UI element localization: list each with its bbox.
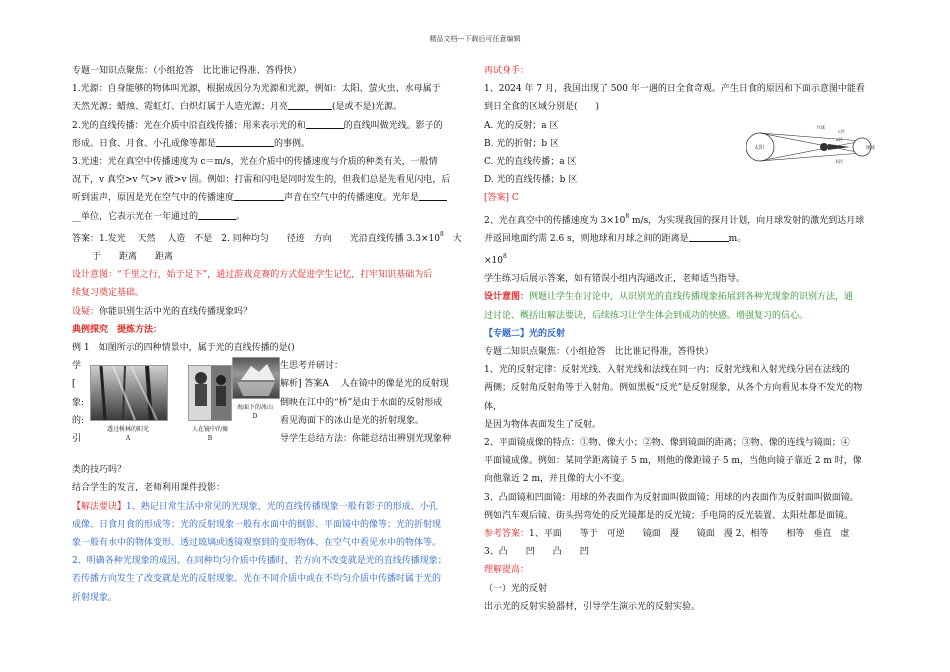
plane-mirror: 2、平面镜成像的特点：①物、像大小；②物、像到镜面的距离；③物、像的连线与镜面；④ — [484, 438, 850, 449]
answer-1: [答案] C — [484, 193, 519, 204]
propagation-line: 2.光的直线传播：光在介质中沿直线传播；用来表示光的和 的直线叫做光线。影子的 — [72, 117, 470, 135]
blank-field[interactable] — [689, 230, 729, 242]
caption-a: 透过树林的阳光 A — [106, 426, 149, 443]
caption-d: 海面下的冰山 D — [236, 404, 273, 421]
question-line: 设疑：你能识别生活中光的直线传播现象吗？ — [72, 306, 253, 317]
blank-field[interactable] — [288, 98, 332, 110]
solution-tips-3: 象一般有水中的物体变形、透过玻璃或透镜观察到的变形物体、在空气中看见水中的物体等。 — [72, 538, 442, 549]
design-intent: 设计意图：“千里之行，始于足下”，通过游戏竞赛的方式促进学生记忆，打牢知识基础为后 — [72, 270, 433, 281]
technique-question: 类的技巧吗？ — [72, 465, 127, 476]
reference-answers-2: 3、凸 凹 凸 凹 — [484, 547, 589, 558]
subsection-reflection: （一）光的反射 — [484, 583, 548, 594]
mirror-person-image — [188, 365, 232, 421]
understand-improve: 理解提高： — [484, 565, 530, 576]
blank-field[interactable] — [306, 117, 344, 129]
plane-mirror-3: 向他靠近 2 m，并且像的大小不变。 — [484, 474, 630, 485]
reflection-law-3: 是因为物体表面发生了反射。 — [484, 419, 602, 430]
design-intent-2: 设计意图：例题让学生在讨论中，从识别光的直线传播现象拓展到各种光现象的识别方法，通 — [484, 292, 854, 303]
reference-answers: 参考答案：1、平面 等于 可逆 镜面 漫 镜面 漫 2、相等 相等 垂直 虚 — [484, 529, 850, 540]
right-column — [484, 62, 876, 616]
svg-text:月球: 月球 — [816, 125, 825, 131]
solution-tips-4: 2、明确各种光现象的成因。在同种均匀介质中传播时，若方向不改变就是光的直线传播现象； — [72, 556, 447, 567]
example-figure-row — [72, 357, 470, 461]
option-b: B. 光的折射；b 区 — [484, 138, 559, 149]
speed-line3: 听到雷声，原因是光在空气中的传播速度 声音在空气中的传播速度。光年是 — [72, 189, 470, 207]
plane-mirror-2: 平面镜成像。例如：某同学距离镜子 5 m，则他的像距镜子 5 m，当他向镜子靠近 2 m 时，像 — [484, 456, 862, 467]
practice-note: 学生练习后展示答案，如有错误小组内沟通改正，老师适当指导。 — [484, 274, 746, 285]
solution-tips-6: 折射现象。 — [72, 592, 118, 603]
curved-mirrors: 3、凸面镜和凹面镜：用球的外表面作为反射面叫做面镜；用球的内表面作为反射面叫做面镜。 — [484, 492, 859, 503]
solution-tips: 【解法要诀】1、熟记日常生活中常见的光现象，光的直线传播现象一般有影子的形成、小孔 — [72, 501, 438, 512]
topic1-intro: 专题一知识点聚焦：（小组抢答 比比谁记得准、答得快） — [72, 66, 302, 76]
teacher-projection: 结合学生的发言，老师利用课件投影： — [72, 483, 226, 494]
reflection-law-2: 两侧；反射角反射角等于入射角。例如黑板“反光”是反射现象，从各个方向看见本身不发光的物体， — [484, 383, 863, 412]
eclipse-diagram — [746, 117, 876, 173]
option-a: A. 光的反射；a 区 — [484, 120, 559, 131]
answer-line2: 于 距离 距离 — [92, 252, 174, 263]
design-intent-2b: 过讨论、概括出解法要诀，后续练习让学生体会到成功的快感。增强复习的信心。 — [484, 310, 809, 321]
example-side-text: 学 [ 象: 的: 引 — [72, 361, 85, 445]
topic2-heading: 【专题二】光的反射 — [484, 328, 566, 339]
try-again-heading: 再试身手： — [484, 66, 530, 76]
speed-line: 3.光速：光在真空中传播速度为 c＝m/s，光在介质中的传播速度与介质的种类有关，一般情 — [72, 157, 438, 168]
question-2: 2、光在真空中的传播速度为 $3\times 10^8$ m/s，为实现我国的探月计划，向月球发射的激光到达月球 — [484, 212, 865, 226]
design-intent2: 续复习奠定基础。 — [72, 288, 145, 299]
topic2-intro: 专题二知识点聚焦：（小组抢答 比比谁记得准，答得快） — [484, 347, 714, 358]
question-1b: 到日全食的区域分别是( ) — [484, 102, 600, 113]
light-source-line2: 天然光源；蜡烛、霓虹灯、白炽灯属于人造光源；月亮 (是或不是)光源。 — [72, 98, 470, 116]
speed-line2: 况下，v 真空>v 气>v 液>v 固。例如：打雷和闪电是同时发生的，但我们总是先看见闪电，后 — [72, 175, 451, 186]
iceberg-image — [232, 357, 280, 399]
curved-mirrors-2: 例如汽车观后镜、街头拐弯处的反光镜都是的反光镜；手电筒的反光装置、太阳灶都是面镜。 — [484, 510, 854, 521]
blank-field[interactable] — [419, 189, 447, 201]
blank-field[interactable] — [198, 208, 236, 220]
option-c: C. 光的直线传播；a 区 — [484, 157, 577, 168]
blank-field[interactable] — [234, 189, 284, 201]
svg-text:a区: a区 — [836, 137, 844, 143]
experiment-intro: 出示光的反射实验器材，引导学生演示光的反射实验。 — [484, 601, 701, 612]
question-2b: 并返回地面约需 2.6 s，则地球和月球之间的距离是 m。 — [484, 230, 876, 248]
reflection-law: 1、光的反射定律：反射光线、入射光线和法线在同一内；反射光线和入射光线分居在法线的 — [484, 365, 850, 376]
example-heading: 典例探究 提炼方法： — [72, 324, 163, 335]
page-header: 精品文档---下载后可任意编辑 — [429, 35, 521, 43]
light-source-line: 1.光源：自身能够的物体叫光源，根据成因分为光源和光源，例如：太阳、萤火虫、水母属于 — [72, 84, 441, 95]
solution-tips-5: 若传播方向发生了改变就是光的反射现象。光在不同介质中或在不均匀介质中传播时属于光的 — [72, 574, 442, 585]
question-1: 1、2024 年 7 月，我国出现了 500 年一遇的日全食奇观。产生日食的原因和下面示意图中能看 — [484, 84, 865, 95]
svg-text:地球: 地球 — [866, 145, 875, 151]
option-d: D. 光的直线传播；b 区 — [484, 175, 578, 186]
answer-line: 答案：1.发光 天然 人造 不是 2. 同种均匀 径迹 方向 光沿直线传播 $3.3\times 10^8$ 大 — [72, 230, 462, 244]
propagation-line2: 形成、日食、月食、小孔成像等都是 的事例。 — [72, 135, 470, 153]
svg-text:b区: b区 — [836, 159, 844, 165]
example-1: 例 1 如图所示的四种情景中，属于光的直线传播的是() — [72, 343, 295, 354]
answer-2: $\times 10^8$ — [484, 253, 507, 267]
moon-circle — [820, 143, 828, 151]
solution-tips-2: 成像、日食月食的形成等；光的反射现象一般有水面中的倒影、平面镜中的像等；光的折射现 — [72, 519, 442, 530]
blank-field[interactable] — [216, 135, 274, 147]
forest-sunlight-image — [90, 365, 168, 421]
speed-line4: __单位，它表示光在一年通过的 。 — [72, 208, 470, 226]
left-column — [72, 62, 470, 607]
svg-text:c区: c区 — [838, 129, 846, 135]
sun-label: 太阳 — [754, 144, 765, 151]
example-analysis: 生思考并研讨： 解析] 答案A 人在镜中的像是光的反射现 倒映在江中的“桥”是由于水面的反射形成 看见海面下的冰山是光的折射现象。 导学生总结方法：你能总结出辨别光现象种 — [280, 361, 452, 445]
caption-b: 人在镜中的像 B — [191, 426, 228, 443]
